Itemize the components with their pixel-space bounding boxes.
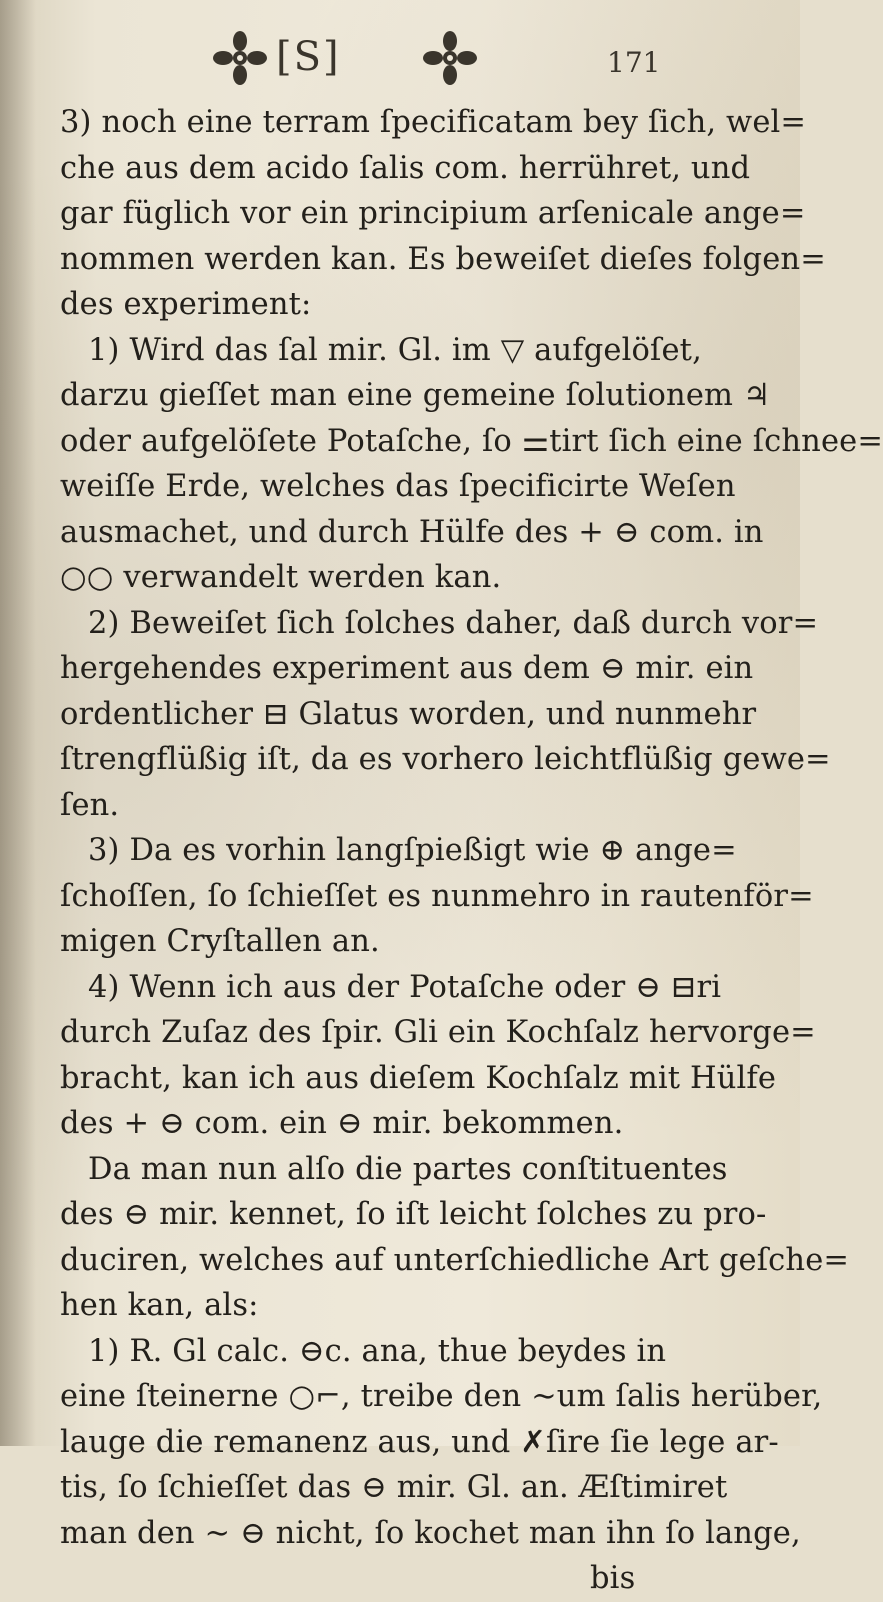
text-line: 2) Beweiſet ſich ſolches daher, daß durch vor= <box>88 605 819 641</box>
text-line: ausmachet, und durch Hülfe des + ⊖ com. in <box>60 514 764 550</box>
text-line: durch Zuſaz des ſpir. Gli ein Kochſalz hervorge= <box>60 1015 816 1050</box>
page-gutter-shadow <box>0 0 36 1446</box>
text-line: nommen werden kan. Es beweiſet dieſes folgen= <box>60 241 826 277</box>
text-line: ſtrengflüßig iſt, da es vorhero leichtflüßig gewe= <box>60 742 831 777</box>
page-header <box>210 28 750 88</box>
text-line: man den ∼ ⊖ nicht, ſo kochet man ihn ſo lange, <box>60 1515 801 1551</box>
text-body <box>60 100 883 1602</box>
text-line: 4) Wenn ich aus der Potaſche oder ⊖ ⊟ri <box>88 969 722 1005</box>
text-line: weiſſe Erde, welches das ſpecificirte Weſen <box>60 469 736 504</box>
text-line: 3) Da es vorhin langſpießigt wie ⊕ ange= <box>88 833 737 868</box>
text-line: gar füglich vor ein principium arſenicale ange= <box>60 196 806 231</box>
text-line: lauge die remanenz aus, und ✗ſire ſie lege ar- <box>60 1424 779 1460</box>
text-line: ○○ verwandelt werden kan. <box>60 560 502 595</box>
text-line: hen kan, als: <box>60 1288 259 1323</box>
text-line: ſen. <box>60 787 120 823</box>
text-line: bracht, kan ich aus dieſem Kochſalz mit Hülfe <box>60 1060 777 1096</box>
text-line: 3) noch eine terram ſpecificatam bey ſich, wel= <box>60 105 807 140</box>
text-line: darzu gieſſet man eine gemeine ſolutionem ♃ <box>60 378 771 413</box>
text-line: ſchoſſen, ſo ſchieſſet es nunmehro in rautenför= <box>60 878 814 914</box>
flower-ornament-icon <box>420 28 480 88</box>
flower-ornament-icon <box>210 28 270 88</box>
text-line: 1) R. Gl calc. ⊖c. ana, thue beydes in <box>88 1333 667 1369</box>
page-number: 171 <box>607 46 661 79</box>
text-line: des + ⊖ com. ein ⊖ mir. bekommen. <box>60 1106 624 1141</box>
text-line: eine ſteinerne ○⌐, treibe den ∼um ſalis herüber, <box>60 1379 823 1414</box>
text-line: oder aufgelöſete Potaſche, ſo ⚌tirt ſich eine ſchnee= <box>60 423 883 459</box>
text-line: des ⊖ mir. kennet, ſo iſt leicht ſolches zu pro- <box>60 1197 767 1232</box>
text-line: des experiment: <box>60 287 312 322</box>
signature-mark: [S] <box>276 34 341 80</box>
text-line: 1) Wird das ſal mir. Gl. im ▽ aufgelöſet, <box>88 332 702 368</box>
text-line: hergehendes experiment aus dem ⊖ mir. ein <box>60 651 754 686</box>
catchword: bis <box>590 1561 636 1596</box>
text-line: Da man nun alſo die partes conſtituentes <box>88 1151 728 1187</box>
text-line: duciren, welches auf unterſchiedliche Art geſche= <box>60 1242 850 1278</box>
text-line: tis, ſo ſchieſſet das ⊖ mir. Gl. an. Æſtimiret <box>60 1470 728 1505</box>
text-line: migen Cryſtallen an. <box>60 924 380 959</box>
text-line: ordentlicher ⊟ Glatus worden, und nunmehr <box>60 696 757 732</box>
text-line: che aus dem acido ſalis com. herrühret, und <box>60 150 751 186</box>
